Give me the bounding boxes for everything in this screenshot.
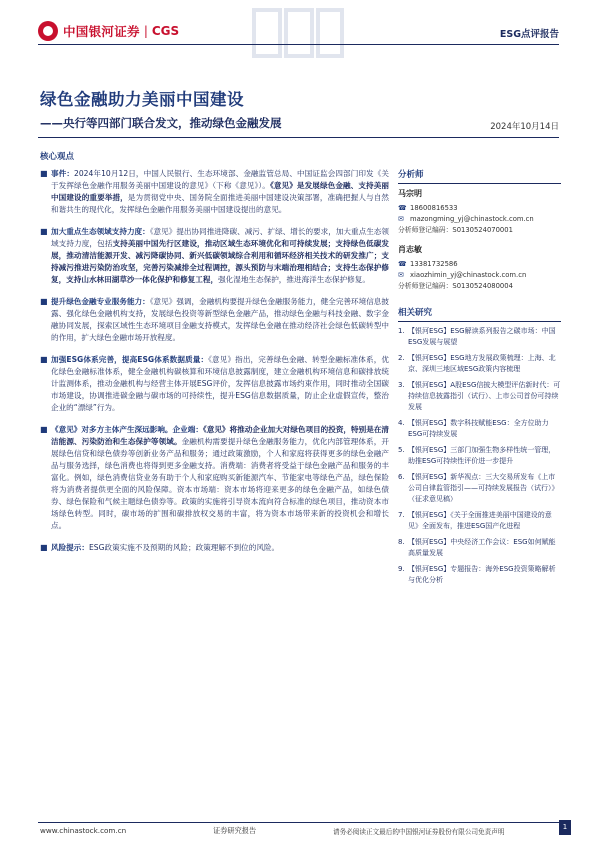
paragraph-text: ESG政策实施不及预期的风险；政策理解不到位的风险。 [88, 543, 280, 552]
analyst-email-row [398, 214, 561, 225]
phone-icon: ☎ [398, 260, 407, 268]
analyst-email-row [398, 270, 561, 281]
related-item[interactable] [398, 326, 561, 348]
paragraph-bold: 支持美丽中国先行区建设，推动区域生态环境优化和可持续发展；支持绿色低碳发展，推动清洁能源开发、减污降碳协同、新兴低碳领域综合利用和循环经济相关技术的研发推广；支持减污推进污染防治攻坚，完善污染减排全过程调控，源头预防与末端治理相结合；支持生态保护修复，支持山水林田湖草沙一体化保护和修复工程， [51, 239, 390, 284]
analyst-phone-row [398, 203, 561, 214]
brand-name-en: CGS [151, 24, 180, 38]
related-item-title: 【银河ESG】专题报告：海外ESG投资策略解析与优化分析 [408, 565, 556, 584]
related-item-title: 【银河ESG】A股ESG信披大模型评估新时代：可持续信息披露指引（试行）、上市公司首份可持续发展 [408, 381, 561, 411]
analyst-cert: 分析师登记编码：S0130524080004 [398, 282, 513, 290]
related-item-title: 【银河ESG】《关于全面推进美丽中国建设的意见》全面发布，推进ESG国产化进程 [408, 511, 552, 530]
report-date: 2024年10月14日 [490, 122, 559, 132]
footer-report-label: 证券研究报告 [213, 826, 257, 835]
paragraph-ecology-support [40, 226, 389, 286]
paragraph-service-capacity [40, 296, 389, 344]
related-research [398, 306, 561, 586]
related-item-title: 【银河ESG】ESG地方发展政策梳理：上海、北京、深圳三地区域ESG政策内容梳理 [408, 354, 556, 373]
bullet-icon: ■ [40, 297, 48, 306]
related-item[interactable] [398, 537, 561, 559]
brand-logo [38, 21, 179, 41]
paragraph-bold: 《意见》是发展绿色金融、支持美丽中国建设的重要举措， [51, 181, 389, 202]
paragraph-stakeholder-impact [40, 424, 389, 532]
paragraph-lead: 加大重点生态领域支持力度： [51, 227, 150, 236]
analyst-card [398, 188, 561, 236]
header-divider [38, 44, 559, 45]
analyst-name: 肖志敏 [398, 245, 422, 254]
related-item[interactable] [398, 353, 561, 375]
bullet-icon: ■ [40, 543, 48, 552]
analyst-phone: 13381732586 [410, 260, 458, 268]
analyst-cert-row [398, 225, 561, 236]
paragraph-text: 2024年10月12日，中国人民银行、生态环境部、金融监管总局、中国证监会四部门印发《关于发挥绿色金融作用服务美丽中国建设的意见》（下称《意见》）。 [51, 169, 389, 190]
section-label-core-views: 核心观点 [40, 152, 75, 162]
analysts-heading: 分析师 [398, 168, 561, 184]
paragraph-lead: 《意见》对多方主体产生深远影响。企业端： [51, 425, 203, 434]
bullet-icon: ■ [40, 355, 48, 364]
related-item[interactable] [398, 564, 561, 586]
related-item-number: 2. [398, 354, 405, 362]
related-item[interactable] [398, 418, 561, 440]
related-item[interactable] [398, 380, 561, 413]
related-item-number: 8. [398, 538, 405, 546]
analyst-cert-row [398, 281, 561, 292]
related-heading: 相关研究 [398, 306, 561, 322]
bullet-icon: ■ [40, 227, 48, 236]
paragraph-tail: 金融机构需要提升绿色金融服务能力，优化内部管理体系，开展绿色信贷和绿色债券等创新业务产品和服务；通过政策激励，个人和家庭将获得更多的绿色金融产品与服务选择，绿色消费也将得到更多金融支持。消费端：消费者将受益于绿色金融产品和服务的丰富化。例如，绿色消费信贷业务有助于个人和家庭购买新能源汽车、节能家电等绿色产品，绿色保险将为消费者提供更全面的风险保障。资本市场端：资本市场将迎来更多的绿色金融产品，如绿色债券、绿色保险和气候主题绿色债券等。政策的实施将引导资本流向符合标准的绿色项目，推动资本市场绿色转型。同时，碳市场的扩围和碳排放权交易的丰富，将为资本市场带来新的投资机会和增长点。 [51, 437, 389, 530]
related-item-number: 4. [398, 419, 405, 427]
footer-website-link[interactable]: www.chinastock.com.cn [40, 826, 127, 835]
footer-divider [38, 822, 559, 823]
related-item-number: 9. [398, 565, 405, 573]
related-item-title: 【银河ESG】中央经济工作会议：ESG如何赋能高质量发展 [408, 538, 556, 557]
report-title: 绿色金融助力美丽中国建设 [40, 90, 244, 109]
related-item-title: 【银河ESG】三部门加强生物多样性统一管理，助推ESG可持续性评价进一步提升 [408, 446, 556, 465]
related-item-title: 【银河ESG】数字科技赋能ESG：全方位助力ESG可持续发展 [408, 419, 549, 438]
brand-separator: | [143, 24, 148, 38]
bullet-icon: ■ [40, 169, 48, 178]
footer-disclaimer: 请务必阅读正文最后的中国银河证券股份有限公司免责声明 [333, 828, 505, 836]
email-icon: ✉ [398, 271, 404, 279]
related-item-title: 【银河ESG】新华视点：三大交易所发布《上市公司自律监管指引——可持续发展报告（试行）》（征求意见稿） [408, 473, 559, 503]
paragraph-lead: 提升绿色金融专业服务能力： [51, 297, 150, 306]
paragraph-lead: 风险提示： [51, 543, 89, 552]
main-content [40, 168, 389, 564]
page-number: 1 [559, 820, 571, 835]
analyst-card [398, 244, 561, 292]
page-header [0, 0, 595, 62]
paragraph-event [40, 168, 389, 216]
related-item[interactable] [398, 510, 561, 532]
related-item-number: 1. [398, 327, 405, 335]
email-icon: ✉ [398, 215, 404, 223]
paragraph-tail: 强化湿地生态保护，推进海洋生态保护修复。 [218, 275, 370, 284]
related-item-number: 6. [398, 473, 405, 481]
report-type: ESG点评报告 [499, 29, 559, 40]
related-item[interactable] [398, 445, 561, 467]
paragraph-tail: 是为贯彻党中央、国务院全面推进美丽中国建设决策部署，准确把握人与自然和谐共生的现代化，发挥绿色金融作用服务美丽中国建设提出的意见。 [51, 193, 390, 214]
paragraph-risk [40, 542, 389, 554]
analyst-email[interactable]: mazongming_yj@chinastock.com.cn [410, 215, 534, 223]
analyst-cert: 分析师登记编码：S0130524070001 [398, 226, 513, 234]
analyst-phone-row [398, 259, 561, 270]
paragraph-text: 《意见》提出协同推进降碳、减污、扩绿、增长的要求，加大重点生态领域支持力度，包括 [51, 227, 390, 248]
brand-name: 中国银河证券 [63, 24, 140, 39]
analyst-email[interactable]: xiaozhimin_yj@chinastock.com.cn [410, 271, 527, 279]
related-item-title: 【银河ESG】ESG解读系列报告之碳市场：中国ESG发展与展望 [408, 327, 556, 346]
report-subtitle: ——央行等四部门联合发文，推动绿色金融发展 [40, 116, 282, 130]
paragraph-text: 《意见》指出，完善绿色金融、转型金融标准体系，优化绿色金融标准体系，健全金融机构碳核算和环境信息披露制度，建立金融机构环境信息和碳排放统计监测体系，推动金融机构与经营主体开展ESG评价，发挥信息披露市场约束作用，同时推动全国碳市场建设，协调推进碳金融与碳市场的可持续性，提升ESG信息数据质量，防止企业虚假宣传，整治企业的“漂绿”行为。 [51, 355, 389, 412]
related-item-number: 5. [398, 446, 405, 454]
analyst-phone: 18600816533 [410, 204, 458, 212]
paragraph-lead: 加强ESG体系完善，提高ESG体系数据质量： [51, 355, 209, 364]
title-divider [38, 137, 559, 138]
related-item-number: 3. [398, 381, 405, 389]
paragraph-text: 《意见》强调，金融机构要提升绿色金融服务能力，健全完善环境信息披露、强化绿色金融机构支持，发展绿色投资等新型绿色金融产品，推动绿色金融与科技金融、数字金融协同发展，探索区域性生态环境项目金融支持模式，发挥绿色金融在推动经济社会绿色低碳转型中的作用，扩大绿色金融市场开放程度。 [51, 297, 390, 342]
related-item[interactable] [398, 472, 561, 505]
related-item-number: 7. [398, 511, 405, 519]
paragraph-bold: 《意见》将推动企业加大对绿色项目的投资，特别是在清洁能源、污染防治和生态保护等领域。 [51, 425, 390, 446]
paragraph-lead: 事件： [51, 169, 75, 178]
paragraph-esg-system [40, 354, 389, 414]
phone-icon: ☎ [398, 204, 407, 212]
analyst-name: 马宗明 [398, 189, 422, 198]
sidebar [398, 168, 561, 591]
bullet-icon: ■ [40, 425, 48, 434]
brand-logo-icon [38, 21, 58, 41]
cgs-watermark-icon [250, 4, 346, 62]
